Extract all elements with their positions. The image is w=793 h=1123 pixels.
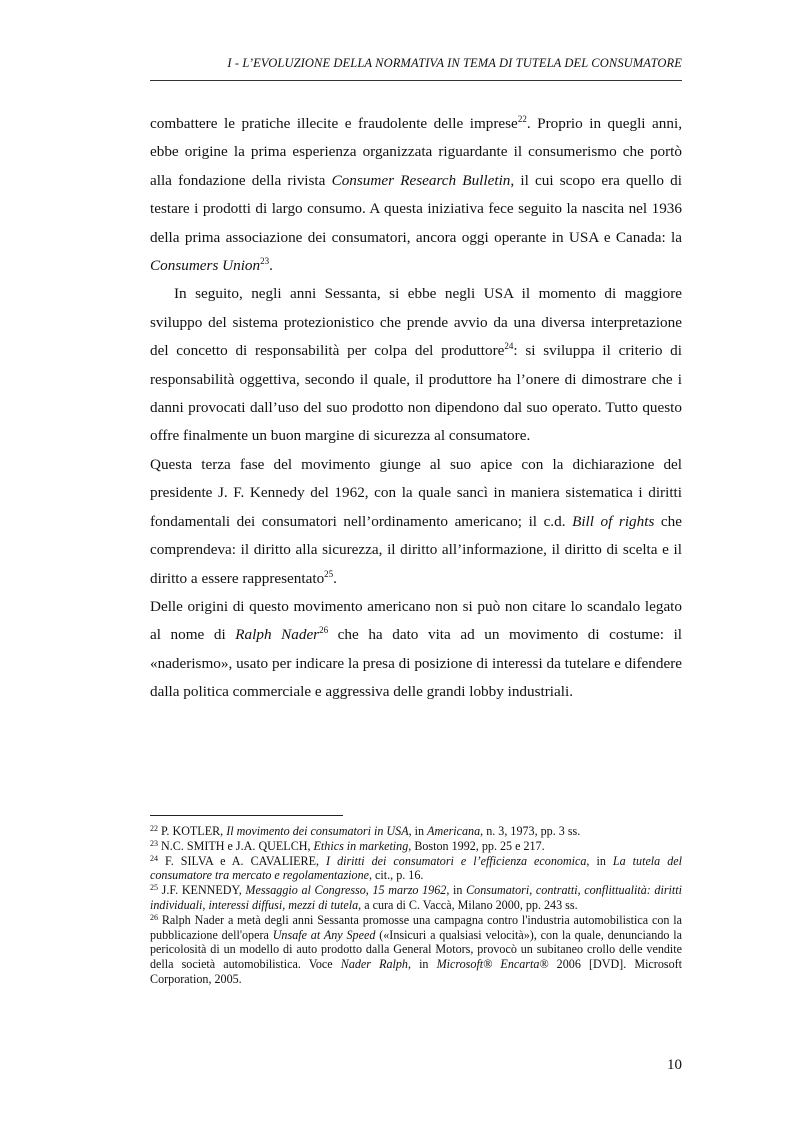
work-title: I diritti dei consumatori e l’efficienza economica — [326, 853, 587, 868]
paragraph-text: Delle origini di questo movimento americano non si può non citare lo scandalo legato al nome di — [150, 597, 682, 644]
work-title: Consumatori, contratti, conflittualità: diritti individuali, interessi diffusi, mezzi di tutela — [150, 883, 682, 912]
paragraph-text: . — [333, 569, 337, 587]
paragraph-4 — [150, 593, 682, 707]
work-title: Unsafe at Any Speed — [272, 927, 376, 942]
footnote-26 — [150, 913, 682, 987]
footnote-text: , a cura di C. Vaccà, Milano 2000, pp. 243 ss. — [358, 897, 578, 912]
paragraph-1 — [150, 110, 682, 280]
footnote-text: , n. 3, 1973, pp. 3 ss. — [480, 824, 581, 838]
footnote-ref-26[interactable]: 26 — [319, 625, 329, 636]
paragraph-text: : si sviluppa il criterio di responsabilità oggettiva, secondo il quale, il produttore ha l’onere di dimostrare che i danni provocati dall’uso del suo prodotto non dipendono dal suo operato. Tutto questo offre finalmente un buon margine di sicurezza al consumatore. — [150, 342, 682, 445]
paragraph-text: che ha dato vita ad un movimento di costume: il «naderismo», usato per indicare la presa di posizione di interessi da tutelare e difendere dalla politica commerciale e aggressiva delle grandi lobby industriali. — [150, 626, 683, 701]
footnote-24 — [150, 854, 682, 884]
footnote-text: J.F. KENNEDY, — [158, 883, 246, 898]
footnote-ref-25[interactable]: 25 — [324, 568, 334, 579]
work-title: Ethics in marketing — [313, 838, 409, 853]
footnote-separator — [150, 815, 343, 816]
paragraph-3 — [150, 451, 682, 593]
work-title: Il movimento dei consumatori in USA — [226, 824, 409, 838]
paragraph-text: . — [269, 257, 273, 275]
paragraph-2 — [150, 280, 682, 450]
paragraph-text: . Proprio in quegli anni, ebbe origine la prima esperienza organizzata riguardante il consumerismo che portò alla fondazione della rivista — [150, 115, 682, 189]
footnote-number: 22 — [150, 824, 158, 833]
footnote-22 — [150, 824, 682, 839]
work-title: La tutela del consumatore tra mercato e regolamentazione — [150, 853, 683, 883]
encyclopedia-entry: Nader Ralph — [340, 957, 408, 972]
encyclopedia-title: Microsoft® Encarta® — [436, 957, 549, 972]
footnote-25 — [150, 883, 682, 913]
footnote-text: 2006 [DVD]. Microsoft Corporation, 2005. — [150, 957, 683, 986]
footnote-23 — [150, 839, 682, 854]
footnote-text: , in — [407, 957, 437, 972]
paragraph-text: In seguito, negli anni Sessanta, si ebbe negli USA il momento di maggiore sviluppo del sistema protezionistico che prende avvio da una diversa interpretazione del concetto di responsabilità per colpa del produttore — [150, 285, 682, 360]
body-text — [150, 110, 682, 707]
footnote-ref-24[interactable]: 24 — [504, 341, 514, 352]
paragraph-text: combattere le pratiche illecite e fraudolente delle imprese — [150, 115, 518, 132]
paragraph-text: che comprendeva: il diritto alla sicurezza, il diritto all’informazione, il diritto di scelta e il diritto a essere rappresentato — [150, 512, 683, 587]
footnote-text: , in — [586, 853, 613, 868]
footnote-text: , in — [446, 883, 467, 898]
footnote-ref-23[interactable]: 23 — [260, 256, 270, 267]
person-name: Ralph Nader — [235, 626, 320, 644]
footnote-text: Ralph Nader a metà degli anni Sessanta promosse una campagna contro l'industria automobilistica con la pubblicazione dell'opera — [150, 912, 682, 942]
footnote-number: 23 — [150, 838, 158, 848]
footnotes — [150, 824, 682, 987]
paragraph-text: Questa terza fase del movimento giunge al suo apice con la dichiarazione del presidente J. F. Kennedy del 1962, con la quale sancì in maniera sistematica i diritti fondamentali dei consumatori nell’ordinamento americano; il c.d. — [150, 455, 682, 530]
footnote-number: 24 — [150, 853, 158, 863]
footnote-text: , in — [408, 824, 428, 838]
footnote-text: , Boston 1992, pp. 25 e 217. — [408, 838, 545, 853]
footnote-text: P. KOTLER, — [158, 824, 227, 838]
footnote-ref-22[interactable]: 22 — [517, 114, 527, 124]
paragraph-text: , il cui scopo era quello di testare i prodotti di largo consumo. A questa iniziativa fece seguito la nascita nel 1936 della prima associazione dei consumatori, ancora oggi operante in USA e Canada: la — [150, 171, 682, 246]
footnote-text: N.C. SMITH e J.A. QUELCH, — [158, 838, 314, 853]
bill-of-rights-term: Bill of rights — [572, 512, 655, 530]
work-title: Messaggio al Congresso, 15 marzo 1962 — [245, 883, 447, 898]
organization-name: Consumers Union — [150, 257, 261, 275]
footnote-text: , cit., p. 16. — [369, 868, 424, 883]
header-rule — [150, 80, 682, 81]
running-header: I - L’EVOLUZIONE DELLA NORMATIVA IN TEMA DI TUTELA DEL CONSUMATORE — [227, 56, 682, 70]
footnote-text: («Insicuri a qualsiasi velocità»), con la quale, denunciando la pericolosità di un modello di auto prodotto dalla General Motors, provocò un subitaneo crollo delle vendite della società automobilistica. Voce — [150, 927, 682, 972]
footnote-number: 26 — [150, 912, 158, 922]
footnote-number: 25 — [150, 883, 158, 893]
journal-title: Consumer Research Bulletin — [331, 171, 511, 189]
footnote-text: F. SILVA e A. CAVALIERE, — [158, 853, 327, 868]
page-number: 10 — [667, 1057, 682, 1073]
journal-title: Americana — [427, 824, 481, 838]
